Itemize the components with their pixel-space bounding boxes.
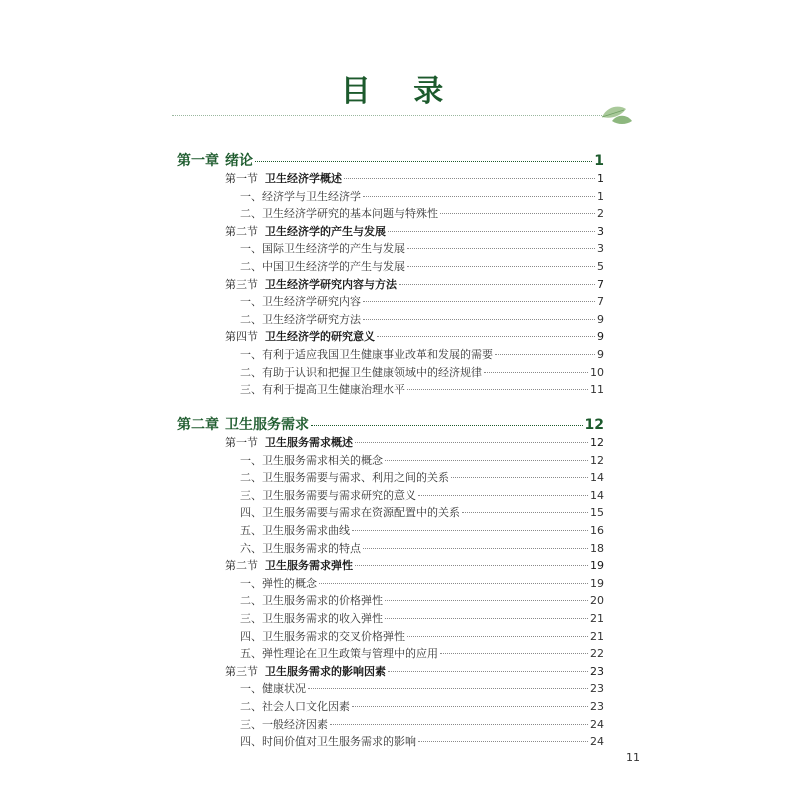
- dot-leader: [495, 354, 595, 355]
- item-title: 三、卫生服务需要与需求研究的意义: [240, 488, 416, 502]
- section-entry[interactable]: [225, 223, 604, 239]
- item-page-number: 24: [590, 717, 604, 731]
- item-title: 五、弹性理论在卫生政策与管理中的应用: [240, 647, 438, 661]
- subsection-entry[interactable]: [240, 733, 604, 749]
- section-label: 第四节: [225, 330, 258, 344]
- item-page-number: 23: [590, 700, 604, 713]
- section-entry[interactable]: [225, 663, 604, 679]
- section-label: 第三节: [225, 664, 258, 678]
- subsection-entry[interactable]: [240, 258, 604, 274]
- subsection-entry[interactable]: [240, 311, 604, 327]
- section-page-number: 1: [597, 172, 604, 185]
- section-label: 第二节: [225, 559, 258, 573]
- item-title: 二、卫生服务需求的价格弹性: [240, 594, 383, 608]
- section-entry[interactable]: [225, 434, 604, 450]
- subsection-entry[interactable]: [240, 628, 604, 644]
- item-page-number: 21: [590, 612, 604, 625]
- item-title: 一、弹性的概念: [240, 576, 317, 590]
- subsection-entry[interactable]: [240, 575, 604, 591]
- dot-leader: [385, 460, 588, 461]
- subsection-entry[interactable]: [240, 469, 604, 485]
- chapter-entry[interactable]: [177, 414, 604, 434]
- subsection-entry[interactable]: [240, 716, 604, 732]
- item-title: 四、卫生服务需要与需求在资源配置中的关系: [240, 506, 460, 520]
- dot-leader: [399, 284, 595, 285]
- dot-leader: [330, 724, 588, 725]
- item-page-number: 23: [590, 682, 604, 696]
- subsection-entry[interactable]: [240, 346, 604, 362]
- item-title: 一、卫生服务需求相关的概念: [240, 453, 383, 467]
- subsection-entry[interactable]: [240, 240, 604, 256]
- chapter-title: 绪论: [225, 153, 253, 169]
- section-title: 卫生经济学研究内容与方法: [265, 277, 397, 291]
- dot-leader: [352, 530, 588, 531]
- section-label: 第一节: [225, 436, 258, 449]
- item-title: 二、有助于认识和把握卫生健康领域中的经济规律: [240, 365, 482, 379]
- item-title: 一、健康状况: [240, 682, 306, 696]
- item-page-number: 14: [590, 488, 604, 502]
- dot-leader: [418, 495, 588, 496]
- dot-leader: [363, 301, 595, 302]
- subsection-entry[interactable]: [240, 504, 604, 520]
- item-page-number: 20: [590, 594, 604, 608]
- dot-leader: [344, 178, 595, 179]
- subsection-entry[interactable]: [240, 610, 604, 626]
- subsection-entry[interactable]: [240, 680, 604, 696]
- dot-leader: [407, 266, 595, 267]
- subsection-entry[interactable]: [240, 540, 604, 556]
- subsection-entry[interactable]: [240, 381, 604, 397]
- dot-leader: [385, 618, 588, 619]
- item-title: 一、卫生经济学研究内容: [240, 295, 361, 309]
- item-title: 三、卫生服务需求的收入弹性: [240, 612, 383, 625]
- item-page-number: 9: [597, 348, 604, 361]
- subsection-entry[interactable]: [240, 293, 604, 309]
- section-entry[interactable]: [225, 328, 604, 344]
- page-title: 目 录: [340, 74, 460, 109]
- section-title: 卫生服务需求弹性: [265, 559, 353, 573]
- dot-leader: [308, 688, 588, 689]
- item-title: 四、时间价值对卫生服务需求的影响: [240, 735, 416, 749]
- item-title: 二、社会人口文化因素: [240, 700, 350, 713]
- dot-leader: [352, 706, 588, 707]
- item-page-number: 16: [590, 524, 604, 537]
- dot-leader: [355, 565, 588, 566]
- section-entry[interactable]: [225, 557, 604, 573]
- dot-leader: [363, 196, 595, 197]
- dot-leader: [363, 548, 588, 549]
- dot-leader: [440, 653, 588, 654]
- item-title: 二、中国卫生经济学的产生与发展: [240, 260, 405, 273]
- dot-leader: [407, 389, 588, 390]
- dot-leader: [484, 372, 588, 373]
- subsection-entry[interactable]: [240, 205, 604, 221]
- item-page-number: 3: [597, 242, 604, 256]
- item-page-number: 12: [590, 453, 604, 467]
- item-page-number: 2: [597, 207, 604, 221]
- item-page-number: 1: [597, 189, 604, 203]
- dot-leader: [407, 636, 588, 637]
- section-title: 卫生服务需求的影响因素: [265, 664, 386, 678]
- chapter-page-number: 12: [584, 417, 604, 433]
- page-number: 11: [626, 751, 640, 764]
- section-page-number: 7: [597, 277, 604, 291]
- dot-leader: [451, 477, 588, 478]
- section-label: 第二节: [225, 224, 258, 238]
- subsection-entry[interactable]: [240, 698, 604, 714]
- item-title: 二、卫生经济学研究的基本问题与特殊性: [240, 207, 438, 221]
- dot-leader: [418, 741, 588, 742]
- subsection-entry[interactable]: [240, 522, 604, 538]
- section-title: 卫生经济学的研究意义: [265, 330, 375, 344]
- section-label: 第三节: [225, 277, 258, 291]
- section-page-number: 3: [597, 224, 604, 238]
- item-title: 三、有利于提高卫生健康治理水平: [240, 383, 405, 397]
- dot-leader: [377, 336, 595, 337]
- dot-leader: [385, 600, 588, 601]
- subsection-entry[interactable]: [240, 364, 604, 380]
- item-title: 一、有利于适应我国卫生健康事业改革和发展的需要: [240, 348, 493, 361]
- dot-leader: [255, 161, 592, 162]
- subsection-entry[interactable]: [240, 188, 604, 204]
- dot-leader: [407, 248, 595, 249]
- item-page-number: 21: [590, 629, 604, 643]
- chapter-entry[interactable]: [177, 150, 604, 170]
- chapter-page-number: 1: [594, 153, 604, 169]
- item-title: 二、卫生服务需要与需求、利用之间的关系: [240, 471, 449, 485]
- section-entry[interactable]: [225, 170, 604, 186]
- item-page-number: 5: [597, 260, 604, 273]
- chapter-label: 第二章: [177, 417, 219, 433]
- section-page-number: 12: [590, 436, 604, 449]
- subsection-entry[interactable]: [240, 592, 604, 608]
- dot-leader: [388, 671, 588, 672]
- item-title: 二、卫生经济学研究方法: [240, 312, 361, 326]
- section-title: 卫生经济学概述: [265, 172, 342, 185]
- section-label: 第一节: [225, 172, 258, 185]
- item-title: 六、卫生服务需求的特点: [240, 541, 361, 555]
- item-page-number: 11: [590, 383, 604, 397]
- subsection-entry[interactable]: [240, 452, 604, 468]
- dot-leader: [388, 231, 595, 232]
- subsection-entry[interactable]: [240, 487, 604, 503]
- section-page-number: 23: [590, 664, 604, 678]
- dot-leader: [355, 442, 588, 443]
- item-title: 三、一般经济因素: [240, 717, 328, 731]
- chapter-title: 卫生服务需求: [225, 417, 309, 433]
- item-page-number: 10: [590, 365, 604, 379]
- section-page-number: 19: [590, 559, 604, 573]
- item-title: 一、经济学与卫生经济学: [240, 189, 361, 203]
- item-page-number: 22: [590, 647, 604, 661]
- item-page-number: 19: [590, 576, 604, 590]
- item-title: 五、卫生服务需求曲线: [240, 524, 350, 537]
- dot-leader: [319, 583, 588, 584]
- dot-leader: [440, 213, 595, 214]
- section-title: 卫生经济学的产生与发展: [265, 224, 386, 238]
- chapter-label: 第一章: [177, 153, 219, 169]
- item-page-number: 18: [590, 541, 604, 555]
- item-page-number: 9: [597, 312, 604, 326]
- subsection-entry[interactable]: [240, 645, 604, 661]
- section-title: 卫生服务需求概述: [265, 436, 353, 449]
- item-page-number: 14: [590, 471, 604, 485]
- section-page-number: 9: [597, 330, 604, 344]
- dot-leader: [462, 512, 588, 513]
- item-page-number: 15: [590, 506, 604, 520]
- dot-leader: [363, 319, 595, 320]
- dot-leader: [311, 425, 583, 426]
- item-title: 一、国际卫生经济学的产生与发展: [240, 242, 405, 256]
- item-title: 四、卫生服务需求的交叉价格弹性: [240, 629, 405, 643]
- item-page-number: 7: [597, 295, 604, 309]
- item-page-number: 24: [590, 735, 604, 749]
- section-entry[interactable]: [225, 276, 604, 292]
